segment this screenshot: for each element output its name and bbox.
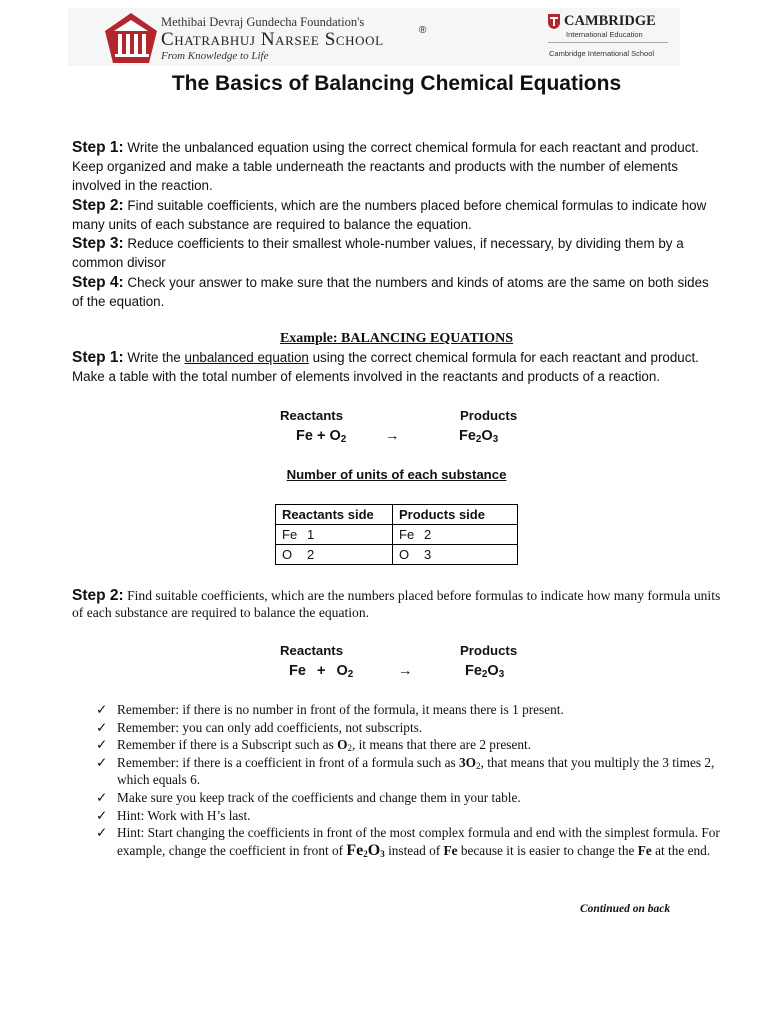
step-2-paragraph	[72, 196, 722, 234]
step-3-paragraph	[72, 234, 722, 272]
step-text-underlined: unbalanced equation	[184, 350, 309, 365]
checkmark-icon: ✓	[96, 702, 108, 717]
step-text: Reduce coefficients to their smallest whole-number values, if necessary, by dividing them by a common divisor	[72, 236, 684, 270]
list-item: ✓ Hint: Work with H’s last.	[96, 807, 251, 823]
reactants-formula: $Fe + O_2$	[289, 663, 354, 681]
products-formula: $Fe_2O_3$	[465, 663, 505, 681]
table-header-cell: Products side	[393, 505, 518, 525]
foundation-name: Methibai Devraj Gundecha Foundation's	[161, 15, 365, 29]
products-label: Products	[460, 643, 518, 658]
step-label: Step 1:	[72, 139, 124, 156]
reaction-arrow: →	[385, 428, 400, 444]
table-cell: O 3	[393, 545, 518, 565]
step-label: Step 4:	[72, 274, 124, 291]
list-item: ✓ Remember if there is a Subscript such as $O_2$, it means that there are 2 present.	[96, 737, 532, 754]
table-row	[276, 525, 518, 545]
table-header-cell: Reactants side	[276, 505, 393, 525]
list-item: ✓ Hint: Start changing the coefficients in front of the most complex formula and end with the simplest formula. For example, change the coefficient in front of $Fe_2O_3$ instead of Fe because it is easier to change the Fe at the end.	[96, 825, 720, 859]
list-item: ✓ Remember: if there is a coefficient in front of a formula such as $3O_2$, that means that you multiply the 3 times 2, which equals 6.	[96, 754, 715, 788]
reactants-label: Reactants	[280, 408, 344, 423]
step-1-paragraph	[72, 138, 722, 195]
step-label: Step 2:	[72, 197, 124, 214]
step-label: Step 2:	[72, 587, 124, 604]
products-label: Products	[460, 408, 518, 423]
example-step-2-paragraph	[72, 587, 732, 621]
checkmark-icon: ✓	[96, 737, 108, 753]
cambridge-divider	[548, 42, 668, 43]
list-item: ✓ Remember: if there is no number in front of the formula, it means there is 1 present.	[96, 702, 564, 717]
step-text: Check your answer to make sure that the numbers and kinds of atoms are the same on both sides of the equation.	[72, 275, 709, 309]
page-title: The Basics of Balancing Chemical Equations	[171, 72, 622, 95]
tips-checklist	[96, 701, 728, 859]
continued-note: Continued on back	[580, 903, 671, 915]
step-4-paragraph	[72, 273, 722, 311]
units-table	[275, 504, 518, 565]
list-item: ✓ Remember: you can only add coefficients, not subscripts.	[96, 719, 423, 735]
checkmark-icon: ✓	[96, 825, 108, 841]
reaction-arrow: →	[398, 663, 413, 679]
checkmark-icon: ✓	[96, 719, 108, 735]
registered-mark: ®	[419, 25, 427, 36]
step-label: Step 3:	[72, 235, 124, 252]
school-tagline: From Knowledge to Life	[161, 50, 269, 62]
step-text-pre: Write the	[127, 350, 181, 365]
cambridge-subtitle: International Education	[566, 30, 643, 39]
cambridge-school-label: Cambridge International School	[549, 49, 655, 58]
products-formula: $Fe_2O_3$	[459, 428, 499, 446]
reactants-formula: $Fe + O_2$	[296, 428, 347, 446]
checkmark-icon: ✓	[96, 789, 108, 805]
cambridge-shield-icon	[547, 13, 561, 30]
school-logo-icon	[104, 12, 158, 64]
step-text: Find suitable coefficients, which are the numbers placed before chemical formulas to indicate how many units of each substance are required to balance the equation.	[72, 198, 707, 232]
step-text-post: using the correct chemical formula for each reactant and product. Make a table with the total number of elements involved in the reactants and products of a reaction.	[72, 350, 699, 384]
table-cell: Fe 2	[393, 525, 518, 545]
step-label: Step 1:	[72, 349, 124, 366]
list-item: ✓ Make sure you keep track of the coefficients and change them in your table.	[96, 789, 521, 805]
step-text: Write the unbalanced equation using the correct chemical formula for each reactant and product. Keep organized and make a table underneath the reactants and products with the number of elements involved in the reaction.	[72, 140, 699, 193]
step-text: Find suitable coefficients, which are the numbers placed before formulas to indicate how many formula units of each substance are required to balance the equation.	[72, 588, 721, 620]
units-heading: Number of units of each substance	[286, 467, 507, 482]
table-header-row	[276, 505, 518, 525]
cambridge-name: CAMBRIDGE	[564, 13, 656, 29]
table-cell: Fe 1	[276, 525, 393, 545]
checkmark-icon: ✓	[96, 807, 108, 823]
table-cell: O 2	[276, 545, 393, 565]
example-step-1-paragraph	[72, 348, 722, 386]
checkmark-icon: ✓	[96, 754, 108, 770]
table-row	[276, 545, 518, 565]
reactants-label: Reactants	[280, 643, 344, 658]
school-name: Chatrabhuj Narsee School	[161, 29, 384, 50]
example-heading: Example: BALANCING EQUATIONS	[279, 331, 514, 346]
